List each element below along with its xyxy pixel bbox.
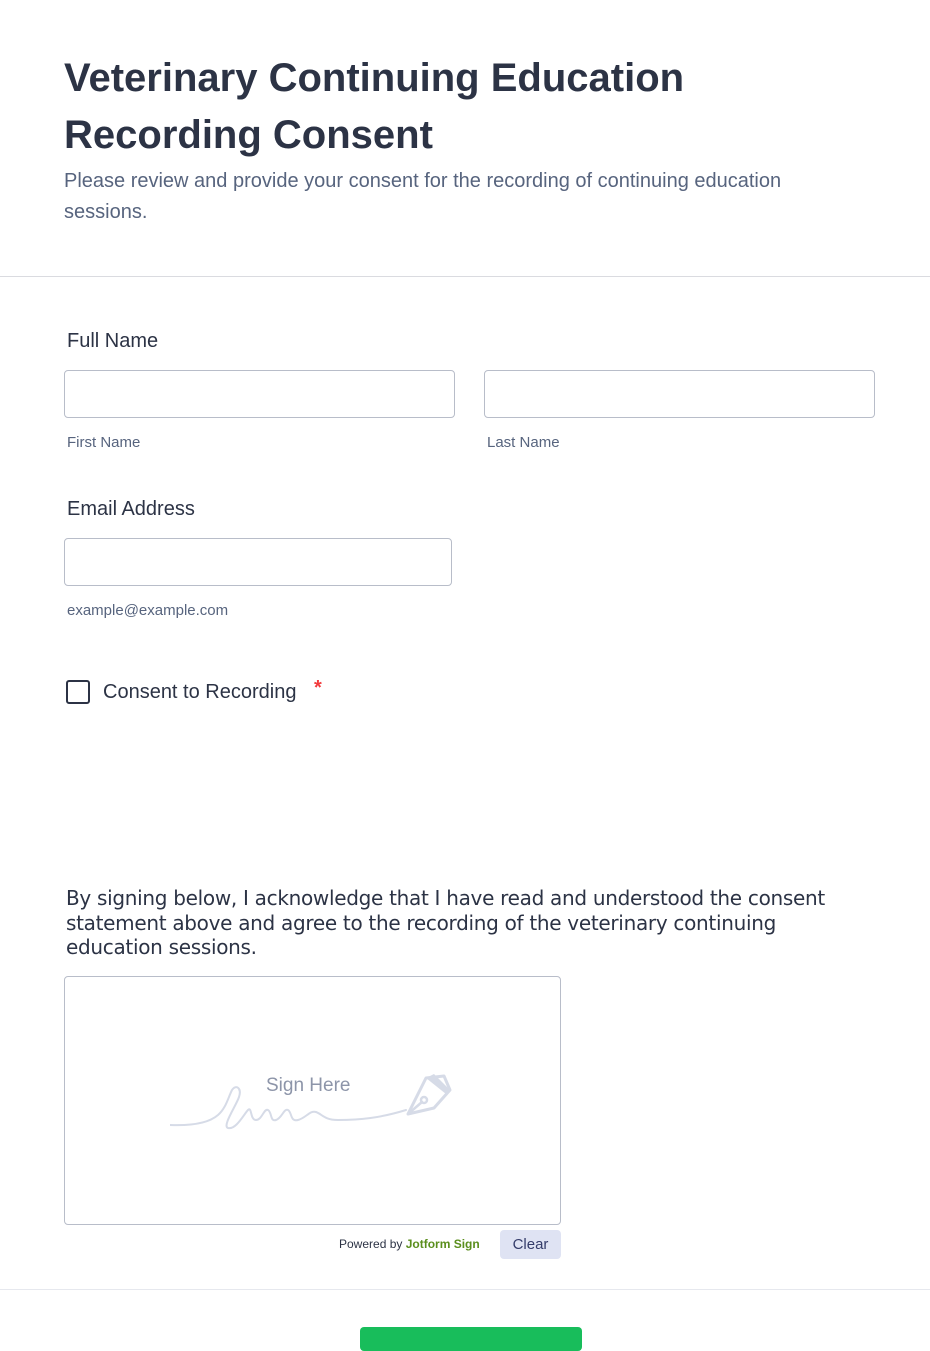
clear-signature-button[interactable]: Clear bbox=[500, 1230, 561, 1259]
powered-by-brand: Jotform Sign bbox=[405, 1237, 480, 1251]
email-sublabel: example@example.com bbox=[67, 602, 229, 619]
pen-nib-icon bbox=[404, 1072, 452, 1116]
consent-checkbox[interactable] bbox=[66, 680, 90, 704]
form-subtitle: Please review and provide your consent for the recording of continuing education sessions. bbox=[64, 170, 782, 223]
required-marker: * bbox=[314, 677, 322, 699]
email-input[interactable] bbox=[64, 538, 452, 586]
acknowledgement-text: By signing below, I acknowledge that I have read and understood the consent statement above and agree to the recording of the veterinary continuing education sessions. bbox=[66, 886, 825, 959]
consent-label[interactable]: Consent to Recording bbox=[103, 681, 297, 703]
first-name-sublabel: First Name bbox=[67, 434, 141, 451]
last-name-sublabel: Last Name bbox=[487, 434, 560, 451]
sign-here-placeholder: Sign Here bbox=[266, 1075, 351, 1096]
last-name-input[interactable] bbox=[484, 370, 875, 418]
powered-by-text bbox=[339, 1236, 480, 1252]
email-label: Email Address bbox=[67, 498, 195, 520]
form-title: Veterinary Continuing Education Recording Consent bbox=[64, 56, 685, 157]
full-name-label: Full Name bbox=[67, 330, 159, 352]
powered-by-prefix: Powered by bbox=[339, 1237, 403, 1251]
form-header bbox=[0, 0, 930, 277]
footer-divider bbox=[0, 1289, 930, 1290]
first-name-input[interactable] bbox=[64, 370, 455, 418]
